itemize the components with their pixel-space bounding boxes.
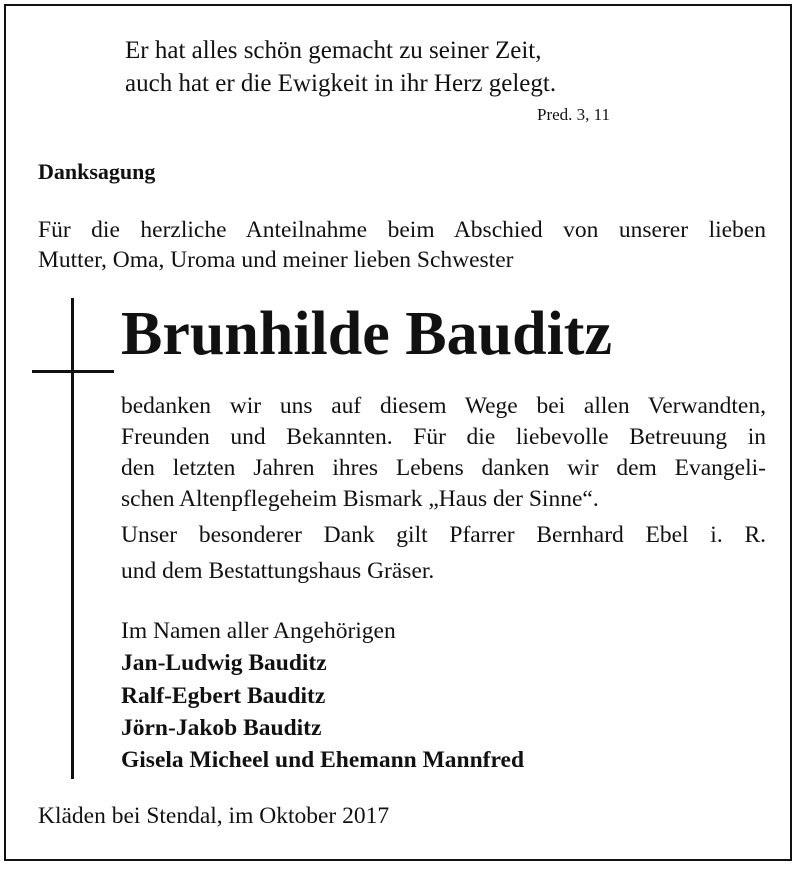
body-line: den letzten Jahren ihres Lebens danken wir dem Evangeli- [121, 455, 766, 481]
body-line: schen Altenpflegeheim Bismark „Haus der Sinne“. [121, 486, 599, 512]
intro-line: Für die herzliche Anteilnahme beim Abschied von unserer lieben [38, 217, 766, 243]
closing-place-date: Kläden bei Stendal, im Oktober 2017 [38, 803, 390, 829]
intro-line: Mutter, Oma, Uroma und meiner lieben Schwester [38, 247, 514, 273]
signature-name: Jörn-Jakob Bauditz [121, 715, 322, 741]
body-line: Unser besonderer Dank gilt Pfarrer Bernhard Ebel i. R. [121, 522, 766, 548]
quote-line: auch hat er die Ewigkeit in ihr Herz gelegt. [125, 70, 557, 97]
cross-horizontal-bar [32, 370, 114, 373]
quote-source: Pred. 3, 11 [537, 105, 611, 124]
signature-intro: Im Namen aller Angehörigen [121, 618, 396, 644]
deceased-name: Brunhilde Bauditz [121, 300, 612, 368]
notice-heading: Danksagung [38, 159, 156, 184]
signature-name: Gisela Micheel und Ehemann Mannfred [121, 747, 525, 773]
signature-name: Jan-Ludwig Bauditz [121, 650, 327, 676]
quote-line: Er hat alles schön gemacht zu seiner Zeit, [125, 37, 542, 64]
body-line: Freunden und Bekannten. Für die liebevolle Betreuung in [121, 424, 766, 450]
signature-name: Ralf-Egbert Bauditz [121, 683, 326, 709]
body-line: bedanken wir uns auf diesem Wege bei allen Verwandten, [121, 393, 766, 419]
body-line: und dem Bestattungshaus Gräser. [121, 558, 435, 584]
